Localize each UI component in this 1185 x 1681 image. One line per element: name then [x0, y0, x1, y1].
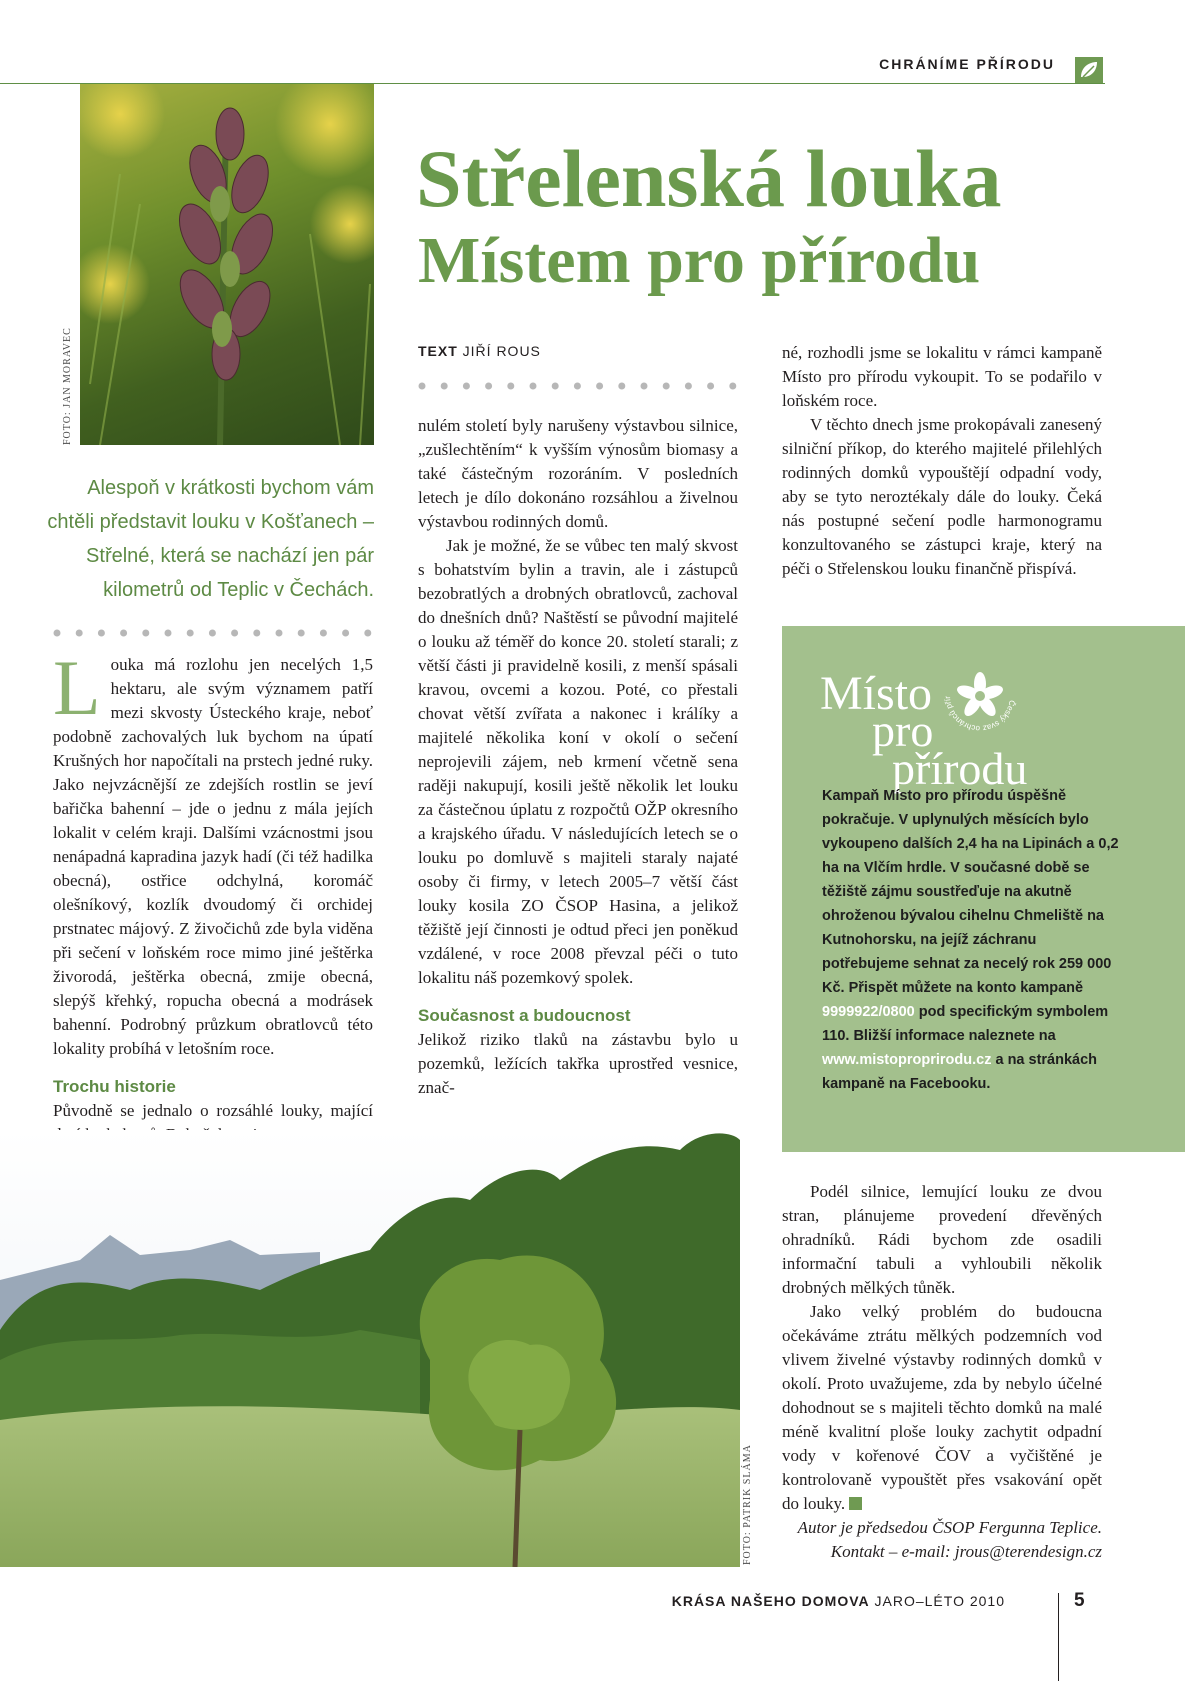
divider-dot [209, 630, 216, 637]
divider-dot [120, 630, 127, 637]
divider-dot [441, 383, 448, 390]
campaign-logo-word: Místo [820, 667, 933, 720]
campaign-text-part: Kampaň Místo pro přírodu úspěšně pokračuje. V uplynulých měsících bylo vykoupeno dalších 2,4 ha na Lipinách a 0,2 ha na Vlčím hrdle. V současné době se těžiště zájmu soustřeďuje na akutně ohroženou bývalou cihelnu Chmeliště na Kutnohorsku, na jejíž záchranu potřebujeme sehnat za necelý rok 259 000 Kč. Přispět můžete na konto kampaně [822, 788, 1119, 996]
divider-dot [98, 630, 105, 637]
section-heading: Trochu historie [53, 1077, 176, 1096]
drop-cap: L [53, 644, 101, 731]
closing-paragraph [782, 1300, 1102, 1516]
orchid-photo [80, 84, 374, 445]
divider-dot [342, 630, 349, 637]
divider-dot [596, 383, 603, 390]
paragraph: Podél silnice, lemující louku ze dvou stran, plánujeme provedení dřevěných ohradníků. Rádi bychom zde osadili informační tabuli a vyhloubili několik drobných mělkých tůněk. [782, 1182, 1102, 1297]
byline [418, 343, 541, 359]
paragraph-text: ouka má rozlohu jen necelých 1,5 hektaru, ale svým významem patří mezi skvosty Ústeckého kraje, neboť podobně zachovalých luk bychom na úpatí Krušných hor napočítali na prstech jedné ruky. Jako nejvzácnější ze zdejších rostlin se jeví bařička bahenní – jde o jednu z mála jejích lokalit v celém kraji. Dalšími vzácnostmi jsou nenápadná kapradina jazyk hadí (či též hadilka obecná), ostřice odchylná, koromáč olešníkový, kozlík dvoudomý či orchidej prstnatec májový. Z živočichů zde byla viděna při sečení v loňském roce mimo jiné ještěrka živorodá, ještěrka obecná, zmije obecná, slepýš křehký, ropucha obecná a modrásek bahenní. Podrobný průzkum obratlovců této lokality probíhá v letošním roce. [53, 655, 373, 1058]
article-title: Střelenská louka [416, 133, 1002, 224]
divider-dot [663, 383, 670, 390]
logo-ring-text: Český svaz ochránců přír [942, 695, 1017, 734]
campaign-url[interactable]: www.mistoproprirodu.cz [822, 1052, 992, 1068]
paragraph: né, rozhodli jsme se lokalitu v rámci kampaně Místo pro přírodu vykoupit. To se podařilo v loňském roce. [782, 343, 1102, 410]
photo-credit: FOTO: JAN MORAVEC [62, 327, 73, 445]
paragraph: Jak je možné, že se vůbec ten malý skvost s bohatstvím bylin a travin, ale i zástupců bezobratlých a drobných obratlovců, zachoval do dnešních dnů? Naštěstí se původní majitelé o louku až téměř do konce 20. století starali; z větší části ji pravidelně kosili, z menší spásali kravou, ovcemi a kozou. Poté, co přestali chovat větší zvířata a nakonec i králíky a majitelé několika koní v okolí o sečení neprojevili zájem, neb krmení včetně sena raději nakupují, kosili ještě několik let louku za částečnou úplatu z rozpočtů OŽP okresního a krajského úřadu. V následujících letech se o louku po domluvě s majiteli staraly najaté osoby či firmy, v letech 2005–7 větší část louky kosila ZO ČSOP Hasina, a jelikož těžiště její činnosti je odtud přeci jen poněkud vzdálené, v roce 2008 převzal péči o tuto lokalitu náš pozemkový spolek. [418, 536, 738, 987]
divider-dot [76, 630, 83, 637]
divider-dot [463, 383, 470, 390]
divider-dot [253, 630, 260, 637]
dotted-divider [53, 628, 373, 638]
paragraph: Původně se jednalo o rozsáhlé louky, mající [53, 1101, 373, 1120]
divider-dot [685, 383, 692, 390]
campaign-box [782, 626, 1185, 1152]
divider-dot [419, 383, 426, 390]
byline-prefix: TEXT [418, 343, 458, 359]
flower-logo-icon [940, 656, 1020, 736]
divider-dot [298, 630, 305, 637]
divider-dot [507, 383, 514, 390]
divider-dot [707, 383, 714, 390]
divider-dot [574, 383, 581, 390]
column-3-top [782, 341, 1102, 581]
column-3-bottom [782, 1180, 1102, 1564]
magazine-name: KRÁSA NAŠEHO DOMOVA [671, 1593, 870, 1609]
leaf-icon [1075, 57, 1103, 83]
photo-credit: FOTO: PATRIK SLÁMA [742, 1444, 753, 1565]
lead-paragraph: Alespoň v krátkosti bychom vám chtěli představit louku v Košťanech – Střelné, která se nachází jen pár kilometrů od Teplic v Čechách. [47, 477, 374, 601]
campaign-logo-word: pro [872, 705, 934, 756]
author-contact: Kontakt – e-mail: jrous@terendesign.cz [830, 1542, 1102, 1561]
divider-dot [641, 383, 648, 390]
byline-author: JIŘÍ ROUS [462, 343, 541, 359]
end-mark-icon [849, 1497, 862, 1510]
campaign-text [822, 784, 1122, 1096]
campaign-logo-word: přírodu [892, 743, 1028, 794]
divider-dot [54, 630, 61, 637]
column-2 [418, 414, 738, 1100]
issue-name: JARO–LÉTO 2010 [874, 1593, 1005, 1609]
campaign-text-part: a na stránkách kampaně na Facebooku. [822, 1052, 1098, 1092]
dotted-divider [418, 381, 738, 391]
divider-dot [530, 383, 537, 390]
intro-paragraph [53, 644, 373, 1061]
author-note: Autor je předsedou ČSOP Fergunna Teplice. [797, 1518, 1102, 1537]
paragraph-text: Jako velký problém do budoucna očekáváme ztrátu mělkých podzemních vod vlivem živelné výstavby rodinných domků v okolí. Proto uvažujeme, zda by nebylo účelné dohodnout se s majiteli těchto domků na malé méně kvalitní ploše louky zachytit odpadní vody v kořenové ČOV a vyčištěné je kontrolovaně vypouštět přes vsakování opět do louky. [782, 1302, 1102, 1513]
section-label: CHRÁNÍME PŘÍRODU [879, 56, 1055, 72]
divider-dot [485, 383, 492, 390]
divider-dot [276, 630, 283, 637]
divider-dot [729, 383, 736, 390]
divider-dot [364, 630, 371, 637]
paragraph: V těchto dnech jsme prokopávali zanesený silniční příkop, do kterého majitelé přilehlých rodinných domků vypouštějí odpadní vody, aby se tyto neroztékaly dále do louky. Čeká nás postupné sečení podle harmonogramu konzultovaného se zástupci kraje, který na péči o Střelenskou louku finančně přispívá. [782, 415, 1102, 578]
column-1 [53, 644, 373, 1147]
divider-dot [165, 630, 172, 637]
page-number: 5 [1074, 1590, 1085, 1611]
footer-rule [1058, 1593, 1059, 1681]
bank-account: 9999922/0800 [822, 1004, 915, 1020]
article-subtitle: Místem pro přírodu [418, 224, 981, 297]
paragraph: nulém století byly narušeny výstavbou silnice, „zušlechtěním“ k vyšším výnosům biomasy a také částečným rozoráním. V posledních letech je dílo dokonáno rozsáhlou a živelnou výstavbou rodinných domů. [418, 416, 738, 531]
campaign-text-part: pod specifickým symbolem 110. Bližší informace naleznete na [822, 1004, 1109, 1044]
divider-dot [552, 383, 559, 390]
section-heading: Současnost a budoucnost [418, 1006, 631, 1025]
divider-dot [142, 630, 149, 637]
paragraph: Jelikož riziko tlaků na zástavbu bylo u pozemků, ležících takřka uprostřed vesnice, znač- [418, 1030, 738, 1097]
divider-dot [187, 630, 194, 637]
divider-dot [618, 383, 625, 390]
footer-masthead [672, 1593, 1005, 1609]
divider-dot [320, 630, 327, 637]
meadow-photo [0, 1130, 740, 1567]
divider-dot [231, 630, 238, 637]
